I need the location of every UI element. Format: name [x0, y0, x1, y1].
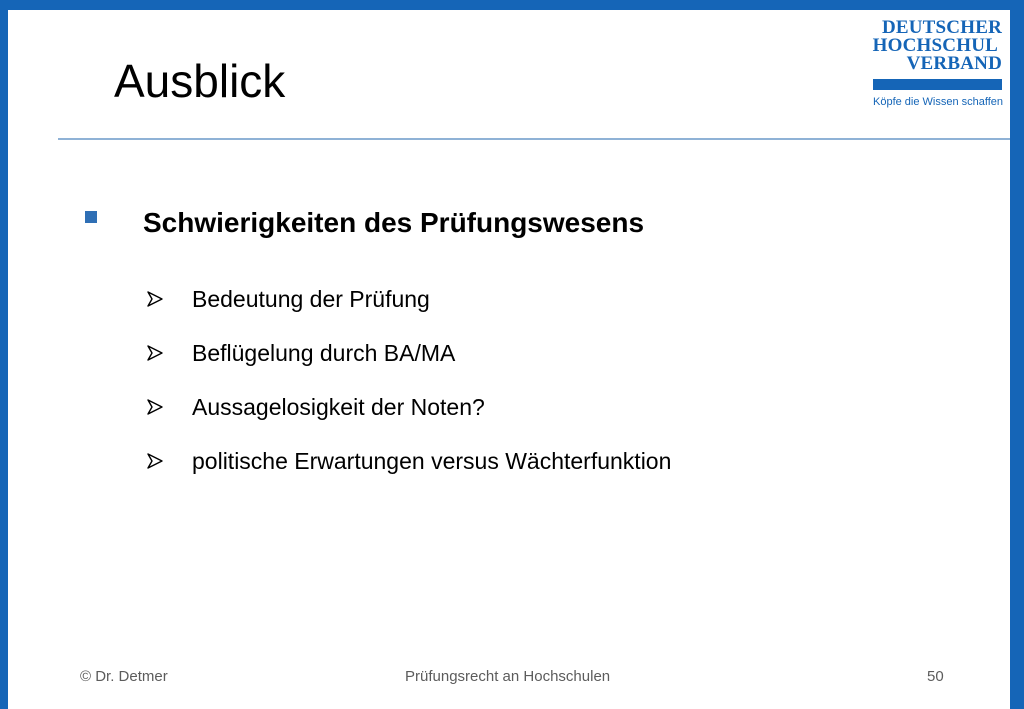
page-number: 50 — [927, 668, 944, 685]
arrow-bullet-icon — [146, 398, 164, 416]
list-item-text: Beflügelung durch BA/MA — [192, 340, 456, 366]
logo-line-2: HOCHSCHUL — [872, 35, 998, 56]
logo-bar — [873, 79, 1002, 90]
logo-tagline: Köpfe die Wissen schaffen — [873, 96, 1004, 108]
arrow-bullet-icon — [146, 452, 164, 470]
slide-title: Ausblick — [114, 55, 286, 107]
arrow-bullet-icon — [146, 290, 164, 308]
left-frame-bar — [0, 0, 8, 709]
list-item-text: Aussagelosigkeit der Noten? — [192, 394, 485, 420]
right-frame-bar — [1010, 0, 1024, 709]
footer-topic: Prüfungsrecht an Hochschulen — [405, 668, 611, 685]
list-item-text: Bedeutung der Prüfung — [192, 286, 430, 312]
logo-line-3: VERBAND — [906, 53, 1002, 74]
footer-author: © Dr. Detmer — [80, 668, 168, 685]
list-item-text: politische Erwartungen versus Wächterfunktion — [192, 448, 672, 474]
section-heading: Schwierigkeiten des Prüfungswesens — [143, 207, 645, 238]
title-divider — [58, 138, 1010, 140]
square-bullet-icon — [85, 211, 97, 223]
arrow-bullet-icon — [146, 344, 164, 362]
top-frame-bar — [0, 0, 1024, 10]
logo — [868, 18, 1004, 110]
logo-line-1: DEUTSCHER — [881, 17, 1002, 38]
